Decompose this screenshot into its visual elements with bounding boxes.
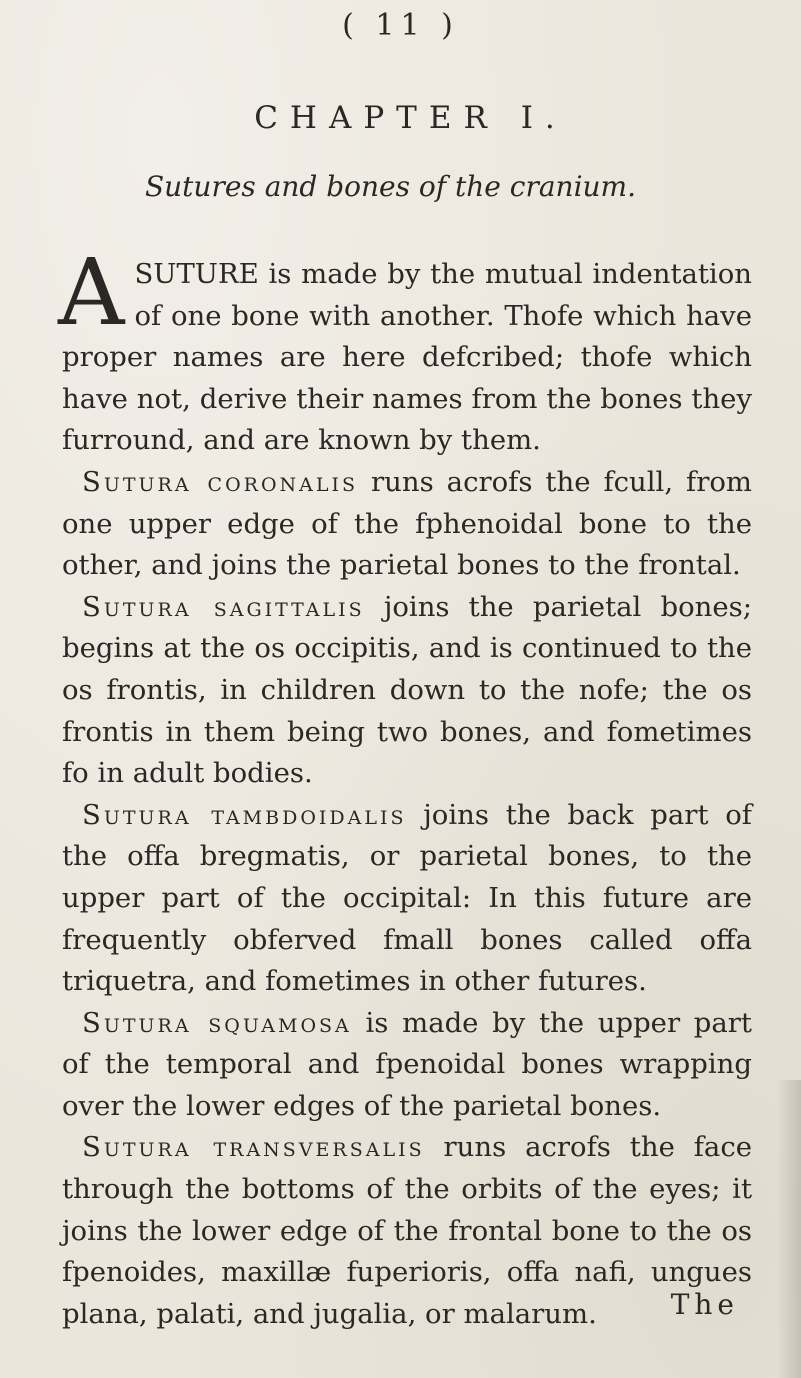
intro-paragraph [58,239,752,462]
entry-text: joins the parietal bones; begins at the os occipitis, and is continued to the os frontis, in children down to the nofe; the os frontis in them being two bones, and fometimes fo in adult bodies. [62,590,752,790]
entry-term: Sutura sagittalis [82,590,365,623]
entry-paragraph [62,1003,752,1128]
entry-text: is made by the upper part of the temporal and fpenoidal bones wrapping over the lower edges of the parietal bones. [62,1006,752,1122]
entry-term: Sutura transversalis [82,1131,425,1164]
chapter-heading: CHAPTER I. [254,100,567,136]
page-number: ( 11 ) [342,8,459,43]
intro-text: SUTURE is made by the mutual indentation of one bone with another. Thofe which have proper names are here defcribed; thofe which have not, derive their names from the bones they furround, and are known by them. [62,258,752,457]
entry-text: runs acrofs the face through the bottoms of the orbits of the eyes; it joins the lower edge of the frontal bone to the os fpenoides, maxillæ fuperioris, offa nafi, ungues plana, palati, and jugalia, or malarum. [62,1131,753,1330]
chapter-subtitle: Sutures and bones of the cranium. [144,170,637,203]
entry-term: Sutura squamosa [82,1006,352,1039]
entry-term: Sutura tambdoidalis [82,798,407,831]
entry-paragraph [62,587,752,795]
drop-cap: A [58,239,125,346]
entry-text: runs acrofs the fcull, from one upper edge of the fphenoidal bone to the other, and joins the parietal bones to the frontal. [62,465,752,582]
entry-text: joins the back part of the offa bregmatis, or parietal bones, to the upper part of the occipital: In this future are frequently obferved fmall bones called offa triquetra, and fometimes in other futures. [62,798,752,998]
entry-paragraph [62,795,752,1003]
body-text [58,239,753,1335]
page-edge-shadow [777,1080,801,1378]
entry-paragraph [62,462,752,587]
entry-term: Sutura coronalis [82,465,359,498]
catchword: The [670,1288,739,1321]
entry-paragraph [62,1127,752,1335]
